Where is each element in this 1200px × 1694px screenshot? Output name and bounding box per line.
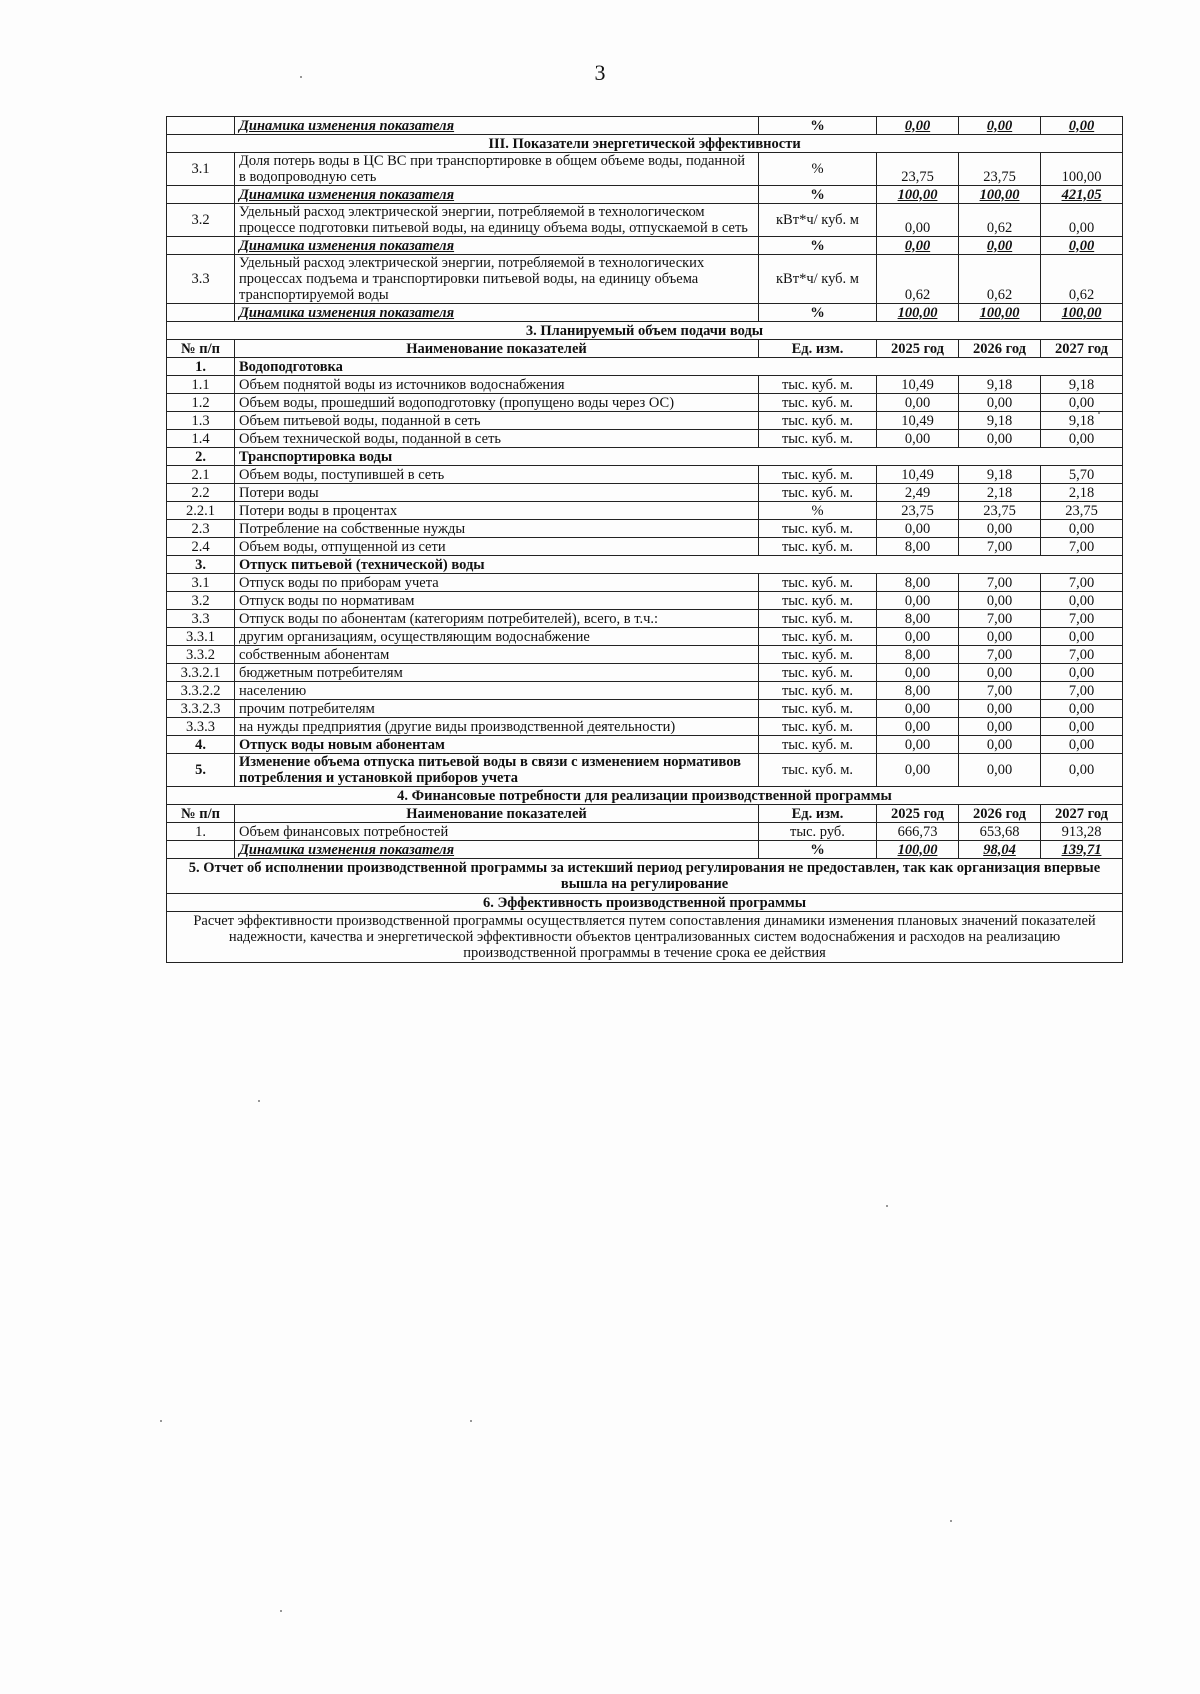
unit-cell: тыс. куб. м. [759,484,877,502]
value-2026-cell: 7,00 [959,682,1041,700]
value-2027-cell: 0,00 [1041,520,1123,538]
value-2026-cell: 23,75 [959,153,1041,186]
table-row [167,304,1123,322]
unit-cell: тыс. куб. м. [759,538,877,556]
value-2025-cell: 10,49 [877,412,959,430]
value-2026-cell: 0,00 [959,520,1041,538]
num-cell [167,186,235,204]
value-2025-cell: 0,00 [877,520,959,538]
document-table-container [166,116,1122,963]
num-cell: 1.1 [167,376,235,394]
value-2026-cell: 2,18 [959,484,1041,502]
name-cell: на нужды предприятия (другие виды производственной деятельности) [235,718,759,736]
table-body [167,117,1123,358]
num-cell: 1. [167,358,235,376]
value-2027-cell: 0,00 [1041,204,1123,237]
name-cell: Потери воды [235,484,759,502]
value-2026-cell: 100,00 [959,186,1041,204]
name-cell: собственным абонентам [235,646,759,664]
value-2027-cell: 100,00 [1041,153,1123,186]
num-cell: 2.3 [167,520,235,538]
unit-cell: тыс. куб. м. [759,412,877,430]
group-heading-cell: Транспортировка воды [235,448,1123,466]
table-row [167,754,1123,787]
value-2027-cell: 7,00 [1041,574,1123,592]
name-cell: Объем питьевой воды, поданной в сеть [235,412,759,430]
value-2027-cell: 0,00 [1041,718,1123,736]
value-2027-cell: 9,18 [1041,412,1123,430]
value-2026-cell: 0,00 [959,736,1041,754]
num-cell: 2. [167,448,235,466]
unit-cell: кВт*ч/ куб. м [759,255,877,304]
value-2025-cell: 666,73 [877,823,959,841]
value-2025-cell: 0,00 [877,718,959,736]
value-2025-cell: 23,75 [877,502,959,520]
value-2027-cell: 0,00 [1041,700,1123,718]
table-row [167,412,1123,430]
unit-cell: тыс. куб. м. [759,628,877,646]
text-row [167,912,1123,963]
value-2025-cell: 8,00 [877,646,959,664]
unit-cell: тыс. куб. м. [759,700,877,718]
num-cell: 3.1 [167,574,235,592]
num-cell: 2.4 [167,538,235,556]
table-row [167,700,1123,718]
value-2026-cell: 0,00 [959,430,1041,448]
table-header-row [167,340,1123,358]
name-cell: Динамика изменения показателя [235,186,759,204]
name-cell: Удельный расход электрической энергии, потребляемой в технологическом процессе подготовки питьевой воды, на единицу объема воды, отпускаемой в сеть [235,204,759,237]
value-2025-cell: 0,00 [877,736,959,754]
name-cell: Объем воды, прошедший водоподготовку (пропущено воды через ОС) [235,394,759,412]
value-2027-cell: 421,05 [1041,186,1123,204]
header-2027: 2027 год [1041,805,1123,823]
value-2025-cell: 8,00 [877,682,959,700]
num-cell: 3.3.3 [167,718,235,736]
name-cell: Удельный расход электрической энергии, потребляемой в технологических процессах подъема и транспортировки питьевой воды, на единицу объема транспортируемой воды [235,255,759,304]
unit-cell: тыс. куб. м. [759,754,877,787]
num-cell: 1.3 [167,412,235,430]
name-cell: Динамика изменения показателя [235,117,759,135]
table-row [167,204,1123,237]
header-unit: Ед. изм. [759,340,877,358]
value-2026-cell: 100,00 [959,304,1041,322]
table-row [167,448,1123,466]
value-2026-cell: 0,00 [959,700,1041,718]
header-2027: 2027 год [1041,340,1123,358]
name-cell: Отпуск воды по приборам учета [235,574,759,592]
scan-speck [470,1420,472,1422]
num-cell [167,237,235,255]
unit-cell: % [759,117,877,135]
table-row [167,574,1123,592]
table-row [167,718,1123,736]
value-2026-cell: 7,00 [959,538,1041,556]
value-2025-cell: 0,00 [877,700,959,718]
name-cell: прочим потребителям [235,700,759,718]
value-2027-cell: 7,00 [1041,646,1123,664]
unit-cell: тыс. куб. м. [759,466,877,484]
value-2025-cell: 100,00 [877,186,959,204]
table-row [167,664,1123,682]
value-2027-cell: 2,18 [1041,484,1123,502]
name-cell: населению [235,682,759,700]
table-row [167,841,1123,859]
value-2026-cell: 9,18 [959,376,1041,394]
num-cell [167,117,235,135]
unit-cell: тыс. куб. м. [759,376,877,394]
name-cell: Объем поднятой воды из источников водоснабжения [235,376,759,394]
num-cell: 5. [167,754,235,787]
name-cell: Отпуск воды по нормативам [235,592,759,610]
value-2026-cell: 7,00 [959,610,1041,628]
unit-cell: % [759,502,877,520]
table-row [167,520,1123,538]
value-2027-cell: 100,00 [1041,304,1123,322]
value-2027-cell: 0,00 [1041,394,1123,412]
header-num: № п/п [167,340,235,358]
num-cell: 3.3 [167,255,235,304]
unit-cell: тыс. куб. м. [759,610,877,628]
scan-speck [160,1420,162,1422]
table-row [167,556,1123,574]
unit-cell: тыс. куб. м. [759,574,877,592]
value-2027-cell: 0,00 [1041,430,1123,448]
num-cell: 1.4 [167,430,235,448]
unit-cell: % [759,237,877,255]
table-row [167,117,1123,135]
value-2026-cell: 23,75 [959,502,1041,520]
value-2027-cell: 139,71 [1041,841,1123,859]
table-row [167,466,1123,484]
group-heading-cell: Отпуск питьевой (технической) воды [235,556,1123,574]
value-2026-cell: 7,00 [959,646,1041,664]
unit-cell: тыс. куб. м. [759,736,877,754]
value-2026-cell: 0,62 [959,255,1041,304]
table-row [167,430,1123,448]
value-2027-cell: 0,00 [1041,117,1123,135]
section-4-body [167,787,1123,963]
header-2026: 2026 год [959,805,1041,823]
value-2026-cell: 0,00 [959,394,1041,412]
unit-cell: кВт*ч/ куб. м [759,204,877,237]
table-row [167,394,1123,412]
name-cell: Объем технической воды, поданной в сеть [235,430,759,448]
name-cell: Изменение объема отпуска питьевой воды в связи с изменением нормативов потребления и установкой приборов учета [235,754,759,787]
num-cell: 1. [167,823,235,841]
value-2025-cell: 0,00 [877,394,959,412]
name-cell: Доля потерь воды в ЦС ВС при транспортировке в общем объеме воды, поданной в водопроводную сеть [235,153,759,186]
section-6-title: 6. Эффективность производственной программы [167,894,1123,912]
num-cell: 3.3 [167,610,235,628]
section-title-row [167,894,1123,912]
name-cell: Отпуск воды по абонентам (категориям потребителей), всего, в т.ч.: [235,610,759,628]
num-cell: 3.3.2.3 [167,700,235,718]
value-2026-cell: 7,00 [959,574,1041,592]
header-unit: Ед. изм. [759,805,877,823]
value-2026-cell: 0,00 [959,754,1041,787]
name-cell: Динамика изменения показателя [235,304,759,322]
section-4-title: 4. Финансовые потребности для реализации производственной программы [167,787,1123,805]
page-number: 3 [594,60,606,85]
section-3-body [167,358,1123,787]
num-cell: 2.2.1 [167,502,235,520]
value-2026-cell: 9,18 [959,412,1041,430]
table-row [167,237,1123,255]
group-heading-cell: Водоподготовка [235,358,1123,376]
name-cell: Объем воды, отпущенной из сети [235,538,759,556]
table-row [167,153,1123,186]
name-cell: другим организациям, осуществляющим водоснабжение [235,628,759,646]
section-title-row [167,859,1123,894]
value-2026-cell: 9,18 [959,466,1041,484]
value-2027-cell: 0,00 [1041,754,1123,787]
unit-cell: тыс. куб. м. [759,646,877,664]
name-cell: Отпуск воды новым абонентам [235,736,759,754]
value-2027-cell: 9,18 [1041,376,1123,394]
value-2025-cell: 0,00 [877,664,959,682]
section-6-text: Расчет эффективности производственной программы осуществляется путем сопоставления динамики изменения плановых значений показателей надежности, качества и энергетической эффективности объектов централизованных систем водоснабжения и расходов на реализацию производственной программы в течение срока ее действия [167,912,1123,963]
section-3-title: 3. Планируемый объем подачи воды [167,322,1123,340]
name-cell: бюджетным потребителям [235,664,759,682]
value-2025-cell: 8,00 [877,610,959,628]
scan-speck [886,1205,888,1207]
table-row [167,186,1123,204]
table-header-row [167,805,1123,823]
num-cell: 3.3.2.2 [167,682,235,700]
unit-cell: % [759,153,877,186]
unit-cell: тыс. куб. м. [759,664,877,682]
value-2027-cell: 913,28 [1041,823,1123,841]
value-2025-cell: 8,00 [877,574,959,592]
value-2027-cell: 0,00 [1041,736,1123,754]
num-cell: 4. [167,736,235,754]
num-cell [167,304,235,322]
value-2025-cell: 0,00 [877,237,959,255]
table-row [167,610,1123,628]
header-2025: 2025 год [877,340,959,358]
value-2027-cell: 7,00 [1041,538,1123,556]
name-cell: Объем воды, поступившей в сеть [235,466,759,484]
table-row [167,484,1123,502]
table-row [167,255,1123,304]
value-2025-cell: 10,49 [877,466,959,484]
section-III-title: III. Показатели энергетической эффективности [167,135,1123,153]
value-2026-cell: 0,00 [959,718,1041,736]
value-2025-cell: 0,00 [877,117,959,135]
value-2025-cell: 100,00 [877,841,959,859]
value-2025-cell: 0,00 [877,754,959,787]
value-2025-cell: 23,75 [877,153,959,186]
value-2027-cell: 7,00 [1041,610,1123,628]
value-2027-cell: 0,00 [1041,628,1123,646]
table-row [167,823,1123,841]
value-2025-cell: 0,62 [877,255,959,304]
value-2025-cell: 10,49 [877,376,959,394]
table-row [167,646,1123,664]
value-2025-cell: 0,00 [877,430,959,448]
value-2027-cell: 0,00 [1041,664,1123,682]
value-2027-cell: 0,00 [1041,237,1123,255]
num-cell: 3. [167,556,235,574]
scan-speck [950,1520,952,1522]
value-2025-cell: 8,00 [877,538,959,556]
header-2025: 2025 год [877,805,959,823]
indicators-table [166,116,1123,963]
section-title-row [167,322,1123,340]
value-2027-cell: 0,62 [1041,255,1123,304]
table-row [167,682,1123,700]
num-cell: 3.2 [167,592,235,610]
scan-speck [258,1100,260,1102]
name-cell: Потери воды в процентах [235,502,759,520]
value-2026-cell: 0,00 [959,237,1041,255]
table-row [167,502,1123,520]
num-cell: 3.2 [167,204,235,237]
scan-speck [300,76,302,78]
num-cell: 3.3.1 [167,628,235,646]
unit-cell: тыс. куб. м. [759,718,877,736]
unit-cell: % [759,304,877,322]
table-row [167,538,1123,556]
unit-cell: тыс. куб. м. [759,520,877,538]
value-2026-cell: 0,00 [959,664,1041,682]
num-cell: 2.2 [167,484,235,502]
table-row [167,592,1123,610]
header-name: Наименование показателей [235,805,759,823]
value-2025-cell: 0,00 [877,592,959,610]
num-cell: 3.1 [167,153,235,186]
scan-speck [280,1610,282,1612]
value-2026-cell: 98,04 [959,841,1041,859]
value-2026-cell: 0,00 [959,628,1041,646]
table-row [167,358,1123,376]
header-name: Наименование показателей [235,340,759,358]
section-title-row [167,787,1123,805]
num-cell: 3.3.2.1 [167,664,235,682]
value-2025-cell: 100,00 [877,304,959,322]
num-cell: 2.1 [167,466,235,484]
unit-cell: тыс. куб. м. [759,430,877,448]
num-cell: 3.3.2 [167,646,235,664]
section-5-title: 5. Отчет об исполнении производственной программы за истекший период регулирования не предоставлен, так как организация впервые вышла на регулирование [167,859,1123,894]
value-2026-cell: 0,00 [959,117,1041,135]
unit-cell: тыс. куб. м. [759,592,877,610]
value-2027-cell: 5,70 [1041,466,1123,484]
unit-cell: тыс. куб. м. [759,394,877,412]
scan-speck [1098,412,1100,414]
value-2025-cell: 0,00 [877,628,959,646]
table-row [167,628,1123,646]
header-2026: 2026 год [959,340,1041,358]
unit-cell: тыс. куб. м. [759,682,877,700]
header-num: № п/п [167,805,235,823]
name-cell: Объем финансовых потребностей [235,823,759,841]
value-2027-cell: 23,75 [1041,502,1123,520]
value-2026-cell: 653,68 [959,823,1041,841]
name-cell: Потребление на собственные нужды [235,520,759,538]
table-row [167,376,1123,394]
value-2026-cell: 0,62 [959,204,1041,237]
value-2025-cell: 0,00 [877,204,959,237]
name-cell: Динамика изменения показателя [235,237,759,255]
unit-cell: % [759,186,877,204]
value-2027-cell: 0,00 [1041,592,1123,610]
value-2026-cell: 0,00 [959,592,1041,610]
value-2025-cell: 2,49 [877,484,959,502]
num-cell [167,841,235,859]
section-title-row [167,135,1123,153]
unit-cell: тыс. руб. [759,823,877,841]
num-cell: 1.2 [167,394,235,412]
value-2027-cell: 7,00 [1041,682,1123,700]
unit-cell: % [759,841,877,859]
table-row [167,736,1123,754]
name-cell: Динамика изменения показателя [235,841,759,859]
